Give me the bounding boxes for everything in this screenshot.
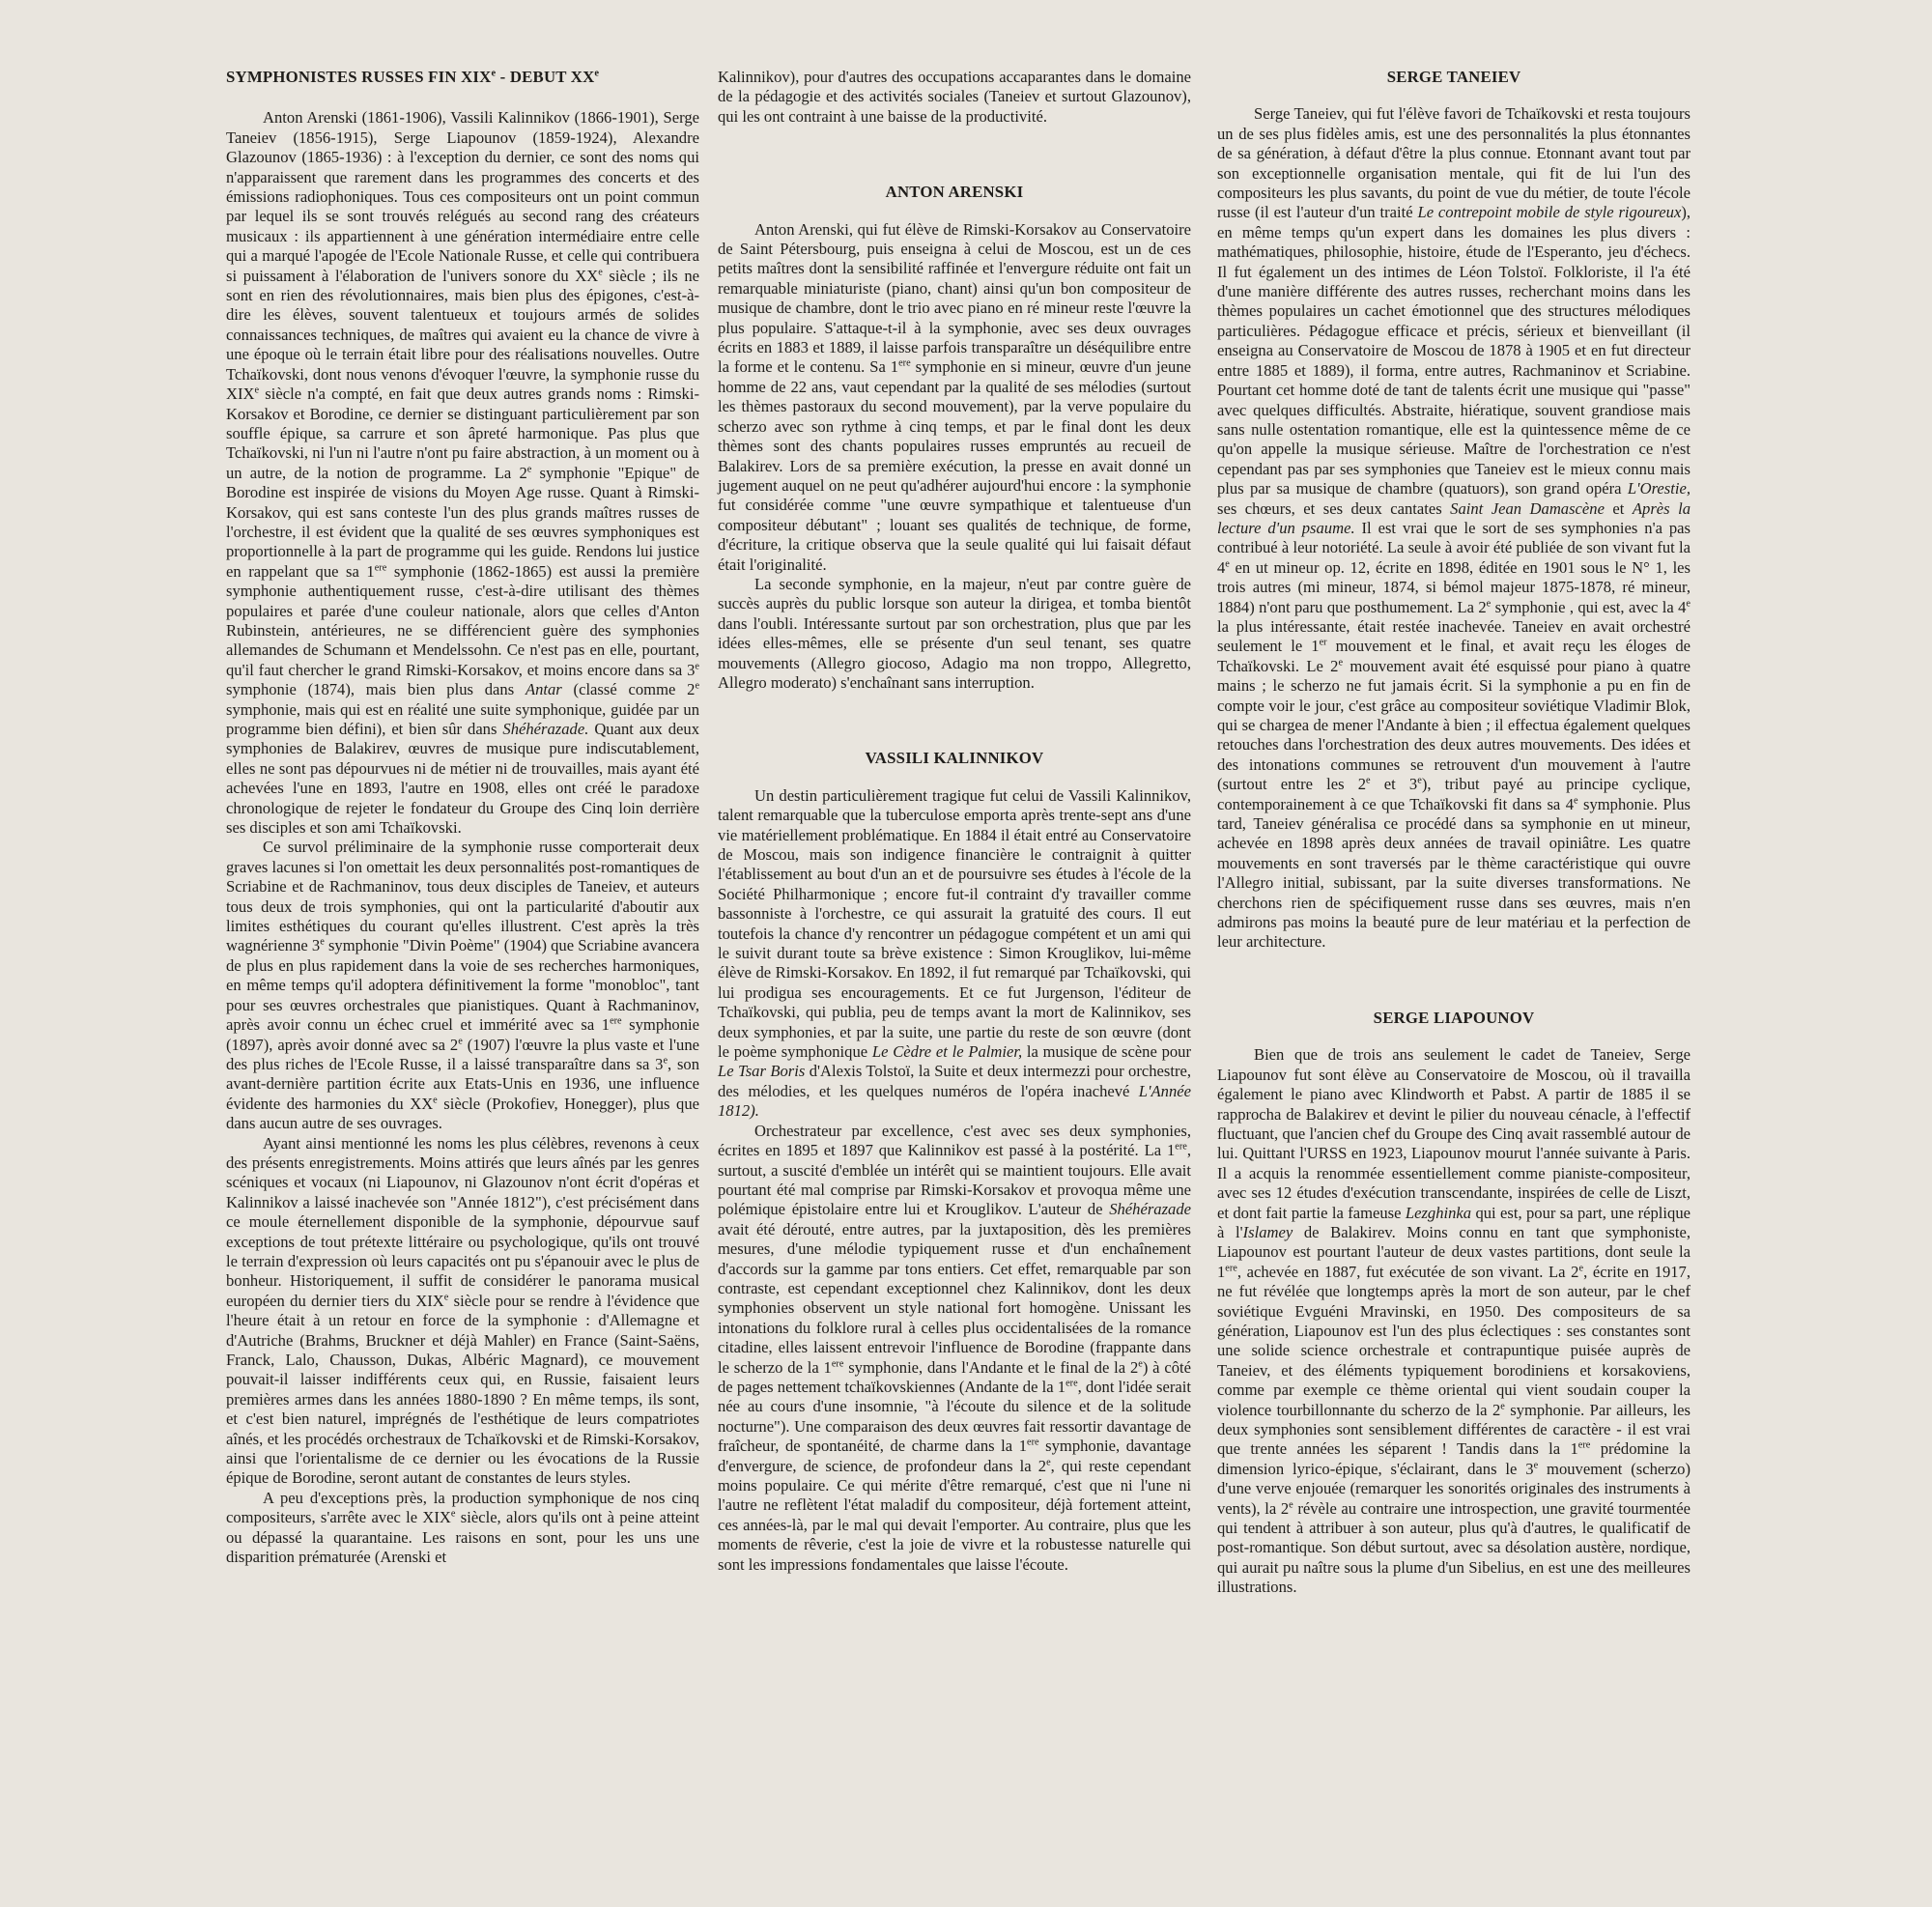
paragraph: Bien que de trois ans seulement le cadet de Taneiev, Serge Liapounov fut sont élève au Conservatoire de Moscou, où il travailla également le piano avec Klindworth et Pabst. A partir de 1885 il se rapprocha de Balakirev et devint le pilier du nouveau cénacle, à l'effectif fluctuant, que l'ancien chef du Groupe des Cinq avait rassemblé autour de lui. Quittant l'URSS en 1923, Liapounov mourut l'année suivante à Paris. Il a acquis la renommée essentiellement comme pianiste-compositeur, avec ses 12 études d'exécution transcendante, inspirées de celle de Liszt, et dont fait partie la fameuse Lezghinka qui est, pour sa part, une réplique à l'Islamey de Balakirev. Moins connu en tant que symphoniste, Liapounov est pourtant l'auteur de deux vastes partitions, dont seule la 1ere, achevée en 1887, fut exécutée de son vivant. La 2e, écrite en 1917, ne fut révélée que longtemps après la mort de son auteur, par le chef soviétique Evguéni Mravinski, en 1950. Des compositeurs de sa génération, Liapounov est l'un des plus éclectiques : ses constantes sont une solide science orchestrale et contrapuntique puisée auprès de Taneiev, et des éléments typiquement borodiniens et korsakoviens, comme par exemple ce thème oriental qui vient soudain couper la violence tourbillonnante du scherzo de la 2e symphonie. Par ailleurs, les deux symphonies sont sensiblement différentes de caractère - il est vrai que trente années les séparent ! Tandis dans la 1ere prédomine la dimension lyrico-épique, s'éclairant, dans le 3e mouvement (scherzo) d'une verve enjouée (remarquer les sonorités originales des instruments à vents), la 2e révèle au contraire une introspection, une gravité tourmentée qui tendent à attribuer à son auteur, plus qu'à d'autres, le qualificatif de post-romantique. Son début surtout, avec sa désolation austère, nordique, qui aurait pu naître sous la plume d'un Sibelius, en est une des meilleures illustrations. xyxy=(1217,1045,1691,1597)
section-title: VASSILI KALINNIKOV xyxy=(865,749,1044,768)
text-column-2 xyxy=(718,68,1191,1575)
paragraph: Ayant ainsi mentionné les noms les plus célèbres, revenons à ceux des présents enregistrements. Moins attirés que leurs aînés par les genres scéniques et vocaux (ni Liapounov, ni Glazounov n'ont écrit d'opéras et Kalinnikov a laissé inachevée son "Année 1812"), c'est précisément dans ce moule éternellement disponible de la symphonie, dépourvue sauf exceptions de tout prétexte littéraire ou psychologique, qu'ils ont trouvé le terrain d'expression où leurs capacités ont pu s'épanouir avec le plus de bonheur. Historiquement, il suffit de considérer le panorama musical européen du dernier tiers du XIXe siècle pour se rendre à l'évidence que l'heure était à un retour en force de la symphonie : d'Allemagne et d'Autriche (Brahms, Bruckner et déjà Mahler) en France (Saint-Saëns, Franck, Lalo, Chausson, Dukas, Albéric Magnard), ce mouvement pouvait-il laisser indifférents ceux qui, en Russie, faisaient leurs premières armes dans les années 1880-1890 ? En même temps, ils sont, et c'est bien naturel, imprégnés de l'esthétique de leurs compatriotes aînés, et les procédés orchestraux de Tchaïkovski et de Rimski-Korsakov, ainsi que l'orientalisme de ce dernier ou les évocations de la Russie épique de Borodine, seront autant de constantes de leurs styles. xyxy=(226,1133,699,1488)
section-spacer xyxy=(1217,953,1690,1009)
section-title: SYMPHONISTES RUSSES FIN XIXe - DEBUT XXe xyxy=(226,68,600,86)
text-column-1 xyxy=(226,68,699,1567)
section-spacer xyxy=(718,127,1191,183)
section-spacer xyxy=(718,693,1191,749)
paragraph: Un destin particulièrement tragique fut celui de Vassili Kalinnikov, talent remarquable que la tuberculose emporta après trente-sept ans d'une vie matériellement problématique. En 1884 il était entré au Conservatoire de Moscou, mais son indigence financière le contraignit à quitter l'établissement au bout d'un an et de poursuivre ses études à l'école de la Société Philharmonique ; encore fut-il contraint d'y travailler comme bassonniste à l'orchestre, ce qui assurait la gratuité des cours. Il eut toutefois la chance d'y rencontrer un pédagogue compétent et un ami qui le suivit durant toute sa brève existence : Simon Krouglikov, lui-même élève de Rimski-Korsakov. En 1892, il fut remarqué par Tchaïkovski, qui lui prodigua ses encouragements. Et ce fut Jurgenson, l'éditeur de Tchaïkovski, qui publia, peu de temps avant la mort de Kalinnikov, ses deux symphonies, et par la suite, une partie du reste de son œuvre (dont le poème symphonique Le Cèdre et le Palmier, la musique de scène pour Le Tsar Boris d'Alexis Tolstoï, la Suite et deux intermezzi pour orchestre, des mélodies, et les quelques numéros de l'opéra inachevé L'Année 1812). xyxy=(718,785,1191,1121)
paragraph: Ce survol préliminaire de la symphonie russe comporterait deux graves lacunes si l'on omettait les deux personnalités post-romantiques de Scriabine et de Rachmaninov, tous deux disciples de Taneiev, et auteurs tous deux de trois symphonies, qui ont la particularité d'aboutir aux limites esthétiques du courant qu'elles illustrent. C'est après la très wagnérienne 3e symphonie "Divin Poème" (1904) que Scriabine avancera de plus en plus rapidement dans la voie de ses recherches harmoniques, en même temps qu'il adoptera définitivement la forme "monobloc", tant pour ses œuvres orchestrales que pianistiques. Quant à Rachmaninov, après avoir connu un échec cruel et immérité avec sa 1ere symphonie (1897), après avoir donné avec sa 2e (1907) l'œuvre la plus vaste et l'une des plus riches de l'Ecole Russe, il a laissé transparaître dans sa 3e, son avant-dernière partition écrite aux Etats-Unis en 1936, une influence évidente des harmonies du XXe siècle (Prokofiev, Honegger), plus que dans aucun autre de ses ouvrages. xyxy=(226,838,699,1133)
paragraph: Kalinnikov), pour d'autres des occupations accaparantes dans le domaine de la pédagogie et des activités sociales (Taneiev et surtout Glazounov), qui les ont contraint à une baisse de la productivité. xyxy=(718,68,1191,126)
section-title: SERGE LIAPOUNOV xyxy=(1373,1008,1535,1027)
section-title: ANTON ARENSKI xyxy=(885,183,1024,202)
paragraph: Anton Arenski (1861-1906), Vassili Kalinnikov (1866-1901), Serge Taneiev (1856-1915), Serge Liapounov (1859-1924), Alexandre Glazounov (1865-1936) : à l'exception du dernier, ce sont des noms qui n'apparaissent que rarement dans les programmes des concerts et des émissions radiophoniques. Tous ces compositeurs ont un point commun par lequel ils se sont trouvés relégués au second rang des créateurs musicaux : ils appartiennent à une génération intermédiaire entre celle qui a marqué l'apogée de l'Ecole Nationale Russe, et celle qui contribuera si puissament à l'élaboration de l'univers sonore du XXe siècle ; ils ne sont en rien des révolutionnaires, mais bien plus des épigones, c'est-à-dire les élèves, souvent talentueux et toujours armés de solides connaissances techniques, de maîtres qui avaient eu la chance de vivre à une époque où le terrain était libre pour des réalisations nouvelles. Outre Tchaïkovski, dont nous venons d'évoquer l'œuvre, la symphonie russe du XIXe siècle n'a compté, en fait que deux autres grands noms : Rimski-Korsakov et Borodine, ce dernier se distinguant particulièrement par son souffle épique, sa carrure et son âpreté harmonique. Pas plus que Tchaïkovski, ni l'un ni l'autre n'ont pu faire abstraction, à un moment ou à un autre, de la notion de programme. La 2e symphonie "Epique" de Borodine est inspirée de visions du Moyen Age russe. Quant à Rimski-Korsakov, qui est sans conteste l'un des plus grands maîtres russes de l'orchestre, il est évident que la qualité de ses œuvres symphoniques est proportionnelle à la part de programme qui les guide. Rendons lui justice en rappelant que sa 1ere symphonie (1862-1865) est aussi la première symphonie authentiquement russe, c'est-à-dire utilisant des thèmes populaires et parée d'une couleur nationale, alors que celles d'Anton Rubinstein, antérieures, ne se différencient guère des symphonies allemandes de Schumann et Mendelssohn. Ce n'est pas en elle, pourtant, qu'il faut chercher le grand Rimski-Korsakov, et moins encore dans sa 3e symphonie (1874), mais bien plus dans Antar (classé comme 2e symphonie, mais qui est en réalité une suite symphonique, guidée par un programme bien défini), et bien sûr dans Shéhérazade. Quant aux deux symphonies de Balakirev, œuvres de musique pure indiscutablement, elles ne sont pas dépourvues ni de métier ni de trouvailles, mais ayant été achevées l'une en 1893, l'autre en 1908, elles ont créé le paradoxe chronologique de rejeter le fondateur du Groupe des Cinq loin derrière ses disciples et son ami Tchaïkovski. xyxy=(226,108,700,838)
paragraph: La seconde symphonie, en la majeur, n'eut par contre guère de succès auprès du public lorsque son auteur la dirigea, et tomba bientôt dans l'oubli. Intéressante surtout par son orchestration, plus que par les idées elles-mêmes, elle se présente d'un seul tenant, ses quatre mouvements (Allegro giocoso, Adagio ma non troppo, Allegretto, Allegro moderato) s'enchaînant sans interruption. xyxy=(718,574,1191,692)
paragraph: Orchestrateur par excellence, c'est avec ses deux symphonies, écrites en 1895 et 1897 que Kalinnikov est passé à la postérité. La 1ere, surtout, a suscité d'emblée un intérêt qui se maintient toujours. Elle avait pourtant été mal comprise par Rimski-Korsakov et provoqua même une polémique épistolaire entre lui et Krouglikov. L'auteur de Shéhérazade avait été dérouté, entre autres, par la juxtaposition, dès les premières mesures, d'une mélodie typiquement russe et d'un enchaînement d'accords sur la gamme par tons entiers. Cet effet, remarquable par son contraste, est cependant exceptionnel chez Kalinnikov, dont les deux symphonies observent un style national fort homogène. Unissant les intonations du folklore rural à celles plus occidentalisées de la romance citadine, elles laissent entrevoir l'influence de Borodine (frappante dans le scherzo de la 1ere symphonie, dans l'Andante et le final de la 2e) à côté de pages nettement tchaïkovskiennes (Andante de la 1ere, dont l'idée serait née au cours d'une insomnie, "à l'écoute du silence et de la solitude nocturne"). Une comparaison des deux œuvres fait ressortir davantage de fraîcheur, de spontanéité, de charme dans la 1ere symphonie, davantage d'envergure, de science, de profondeur dans la 2e, qui reste cependant moins populaire. Ce qui mérite d'être remarqué, c'est que ni l'une ni l'autre ne reflètent l'état maladif du compositeur, déjà fortement atteint, ces années-là, par le mal qui devait l'emporter. Au contraire, plus que les moments de rêverie, c'est la joie de vivre et la robustesse naturelle qui sont les impressions fondamentales que laisse l'écoute. xyxy=(718,1121,1191,1574)
section-title: SERGE TANEIEV xyxy=(1386,68,1521,86)
paragraph: Serge Taneiev, qui fut l'élève favori de Tchaïkovski et resta toujours un de ses plus fidèles amis, est une des personnalités la plus étonnantes de sa génération, à défaut d'être la plus connue. Etonnant avant tout par son exceptionnelle organisation mentale, qui fit de lui l'un des compositeurs les plus savants, du point de vue du métier, de toute l'école russe (il est l'auteur d'un traité Le contrepoint mobile de style rigoureux), en même temps qu'un expert dans les domaines les plus divers : mathématiques, philosophie, histoire, étude de l'Esperanto, jeu d'échecs. Il fut également un des intimes de Léon Tolstoï. Folkloriste, il l'a été d'une manière différente des autres russes, recherchant moins dans les thèmes populaires un cachet émotionnel que des structures mélodiques particulières. Pédagogue efficace et précis, sérieux et bienveillant (il enseigna au Conservatoire de Moscou de 1878 à 1905 et en fut directeur entre 1885 et 1889), il forma, entre autres, Rachmaninov et Scriabine. Pourtant cet homme doté de tant de talents écrit une musique qui "passe" avec quelques difficultés. Abstraite, hiératique, souvent grandiose mais sans nulle ostentation romantique, elle est la quintessence même de ce qu'on appelle la musique sérieuse. Maître de l'orchestration ce n'est cependant pas par ses symphonies que Taneiev est le mieux connu mais plus par sa musique de chambre (quatuors), son grand opéra L'Orestie, ses chœurs, et ses deux cantates Saint Jean Damascène et Après la lecture d'un psaume. Il est vrai que le sort de ses symphonies n'a pas contribué à leur notoriété. La seule à avoir été publiée de son vivant fut la 4e en ut mineur op. 12, écrite en 1898, éditée en 1901 sous le N° 1, les trois autres (mi mineur, 1874, si bémol majeur 1875-1878, ré mineur, 1884) n'ont paru que posthumement. La 2e symphonie , qui est, avec la 4e la plus intéressante, était restée inachevée. Taneiev en avait orchestré seulement le 1er mouvement et le final, et avait reçu les éloges de Tchaïkovski. Le 2e mouvement avait été esquissé pour piano à quatre mains ; le scherzo ne fut jamais écrit. Si la symphonie a pu en fin de compte voir le jour, c'est grâce au compositeur soviétique Vladimir Blok, qui se chargea de mener l'Andante à bien ; il effectua également quelques retouches dans l'orchestration des deux autres mouvements. Des idées et des intonations communes se retrouvent d'un mouvement à l'autre (surtout entre les 2e et 3e), tribut payé au principe cyclique, contemporainement à ce que Tchaïkovski fit dans sa 4e symphonie. Plus tard, Taneiev généralisa ce procédé dans sa symphonie en ut mineur, achevée en 1898 après deux années de travail opiniâtre. Les quatre mouvements en sont traversés par le thème caractéristique qui ouvre l'Allegro initial, subissant, par la suite diverses transformations. Ne cherchons rien de spécifiquement russe dans ses œuvres, mais n'en admirons pas moins la beauté pure de leur matériau et la perfection de leur architecture. xyxy=(1217,104,1690,952)
paragraph: Anton Arenski, qui fut élève de Rimski-Korsakov au Conservatoire de Saint Pétersbourg, puis enseigna à celui de Moscou, est un de ces petits maîtres dont la sensibilité raffinée et l'envergure réduite ont fait un remarquable miniaturiste (piano, chant) ainsi qu'un bon compositeur de musique de chambre, dont le trio avec piano en ré mineur reste l'œuvre la plus populaire. S'attaque-t-il à la symphonie, avec ses deux ouvrages écrits en 1883 et 1889, il laisse parfois transparaître un déséquilibre entre la forme et le contenu. Sa 1ere symphonie en si mineur, œuvre d'un jeune homme de 22 ans, vaut cependant par la qualité de ses mélodies (surtout les thèmes pastoraux du second mouvement), par la verve populaire du scherzo avec son rythme à cinq temps, et par le final dont les deux thèmes sont des chants populaires russes empruntés au recueil de Balakirev. Lors de sa première exécution, la presse en avait donné un jugement auquel on ne peut qu'adhérer aujourd'hui encore : la symphonie fut considérée comme "une œuvre sympathique et talentueuse d'un compositeur débutant" ; louant ses qualités de technique, de forme, d'écriture, la critique observa que la seule qualité qui lui faisait défaut était l'originalité. xyxy=(718,219,1191,574)
text-column-3 xyxy=(1217,68,1690,1598)
paragraph: A peu d'exceptions près, la production symphonique de nos cinq compositeurs, s'arrête avec le XIXe siècle, alors qu'ils ont à peine atteint ou dépassé la quarantaine. Les raisons en sont, pour les uns une disparition prématurée (Arenski et xyxy=(226,1488,699,1567)
